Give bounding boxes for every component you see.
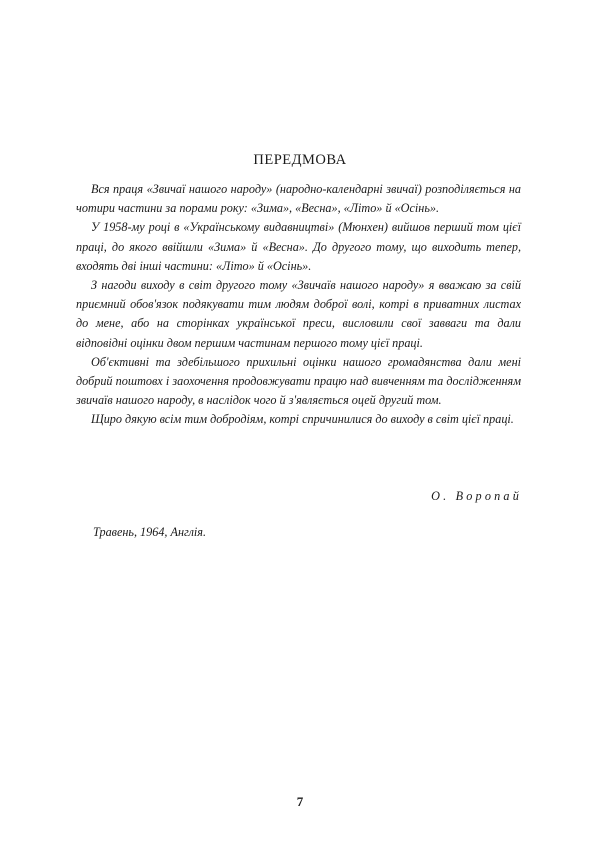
paragraph-1: Вся праця «Звичаї нашого народу» (народно-календарні звичаї) розподіляється на чотири частини за порами року: «Зима», «Весна», «Літо» й «Осінь». xyxy=(76,182,521,216)
paragraph-5: Щиро дякую всім тим добродіям, котрі спричинилися до виходу в світ цієї праці. xyxy=(91,412,514,427)
author-signature: О. Воропай xyxy=(431,489,522,503)
paragraph-3: З нагоди виходу в світ другого тому «Звичаїв нашого народу» я вважаю за свій приємний обов'язок подякувати тим людям доброї волі, котрі в приватних листах до мене, або на сторінках української преси, висловили свої завваги та дали відповідні оцінки двом першим частинам першого тому цієї праці. xyxy=(76,278,521,350)
dateline: Травень, 1964, Англія. xyxy=(93,525,207,539)
page-title: ПЕРЕДМОВА xyxy=(253,152,347,168)
preface-body xyxy=(76,180,521,430)
paragraph-4: Об'єктивні та здебільшого прихильні оцінки нашого громадянства дали мені добрий поштовх і заохочення продовжувати працю над вивченням та дослідженням звичаїв нашого народу, в наслідок чого й з'являється оцей другий том. xyxy=(76,354,521,408)
page-number: 7 xyxy=(296,794,304,809)
paragraph-2: У 1958-му році в «Українському видавництві» (Мюнхен) вийшов перший том цієї праці, до якого ввійшли «Зима» й «Весна». До другого тому, що виходить тепер, входять дві інші частини: «Літо» й «Осінь». xyxy=(76,220,521,273)
